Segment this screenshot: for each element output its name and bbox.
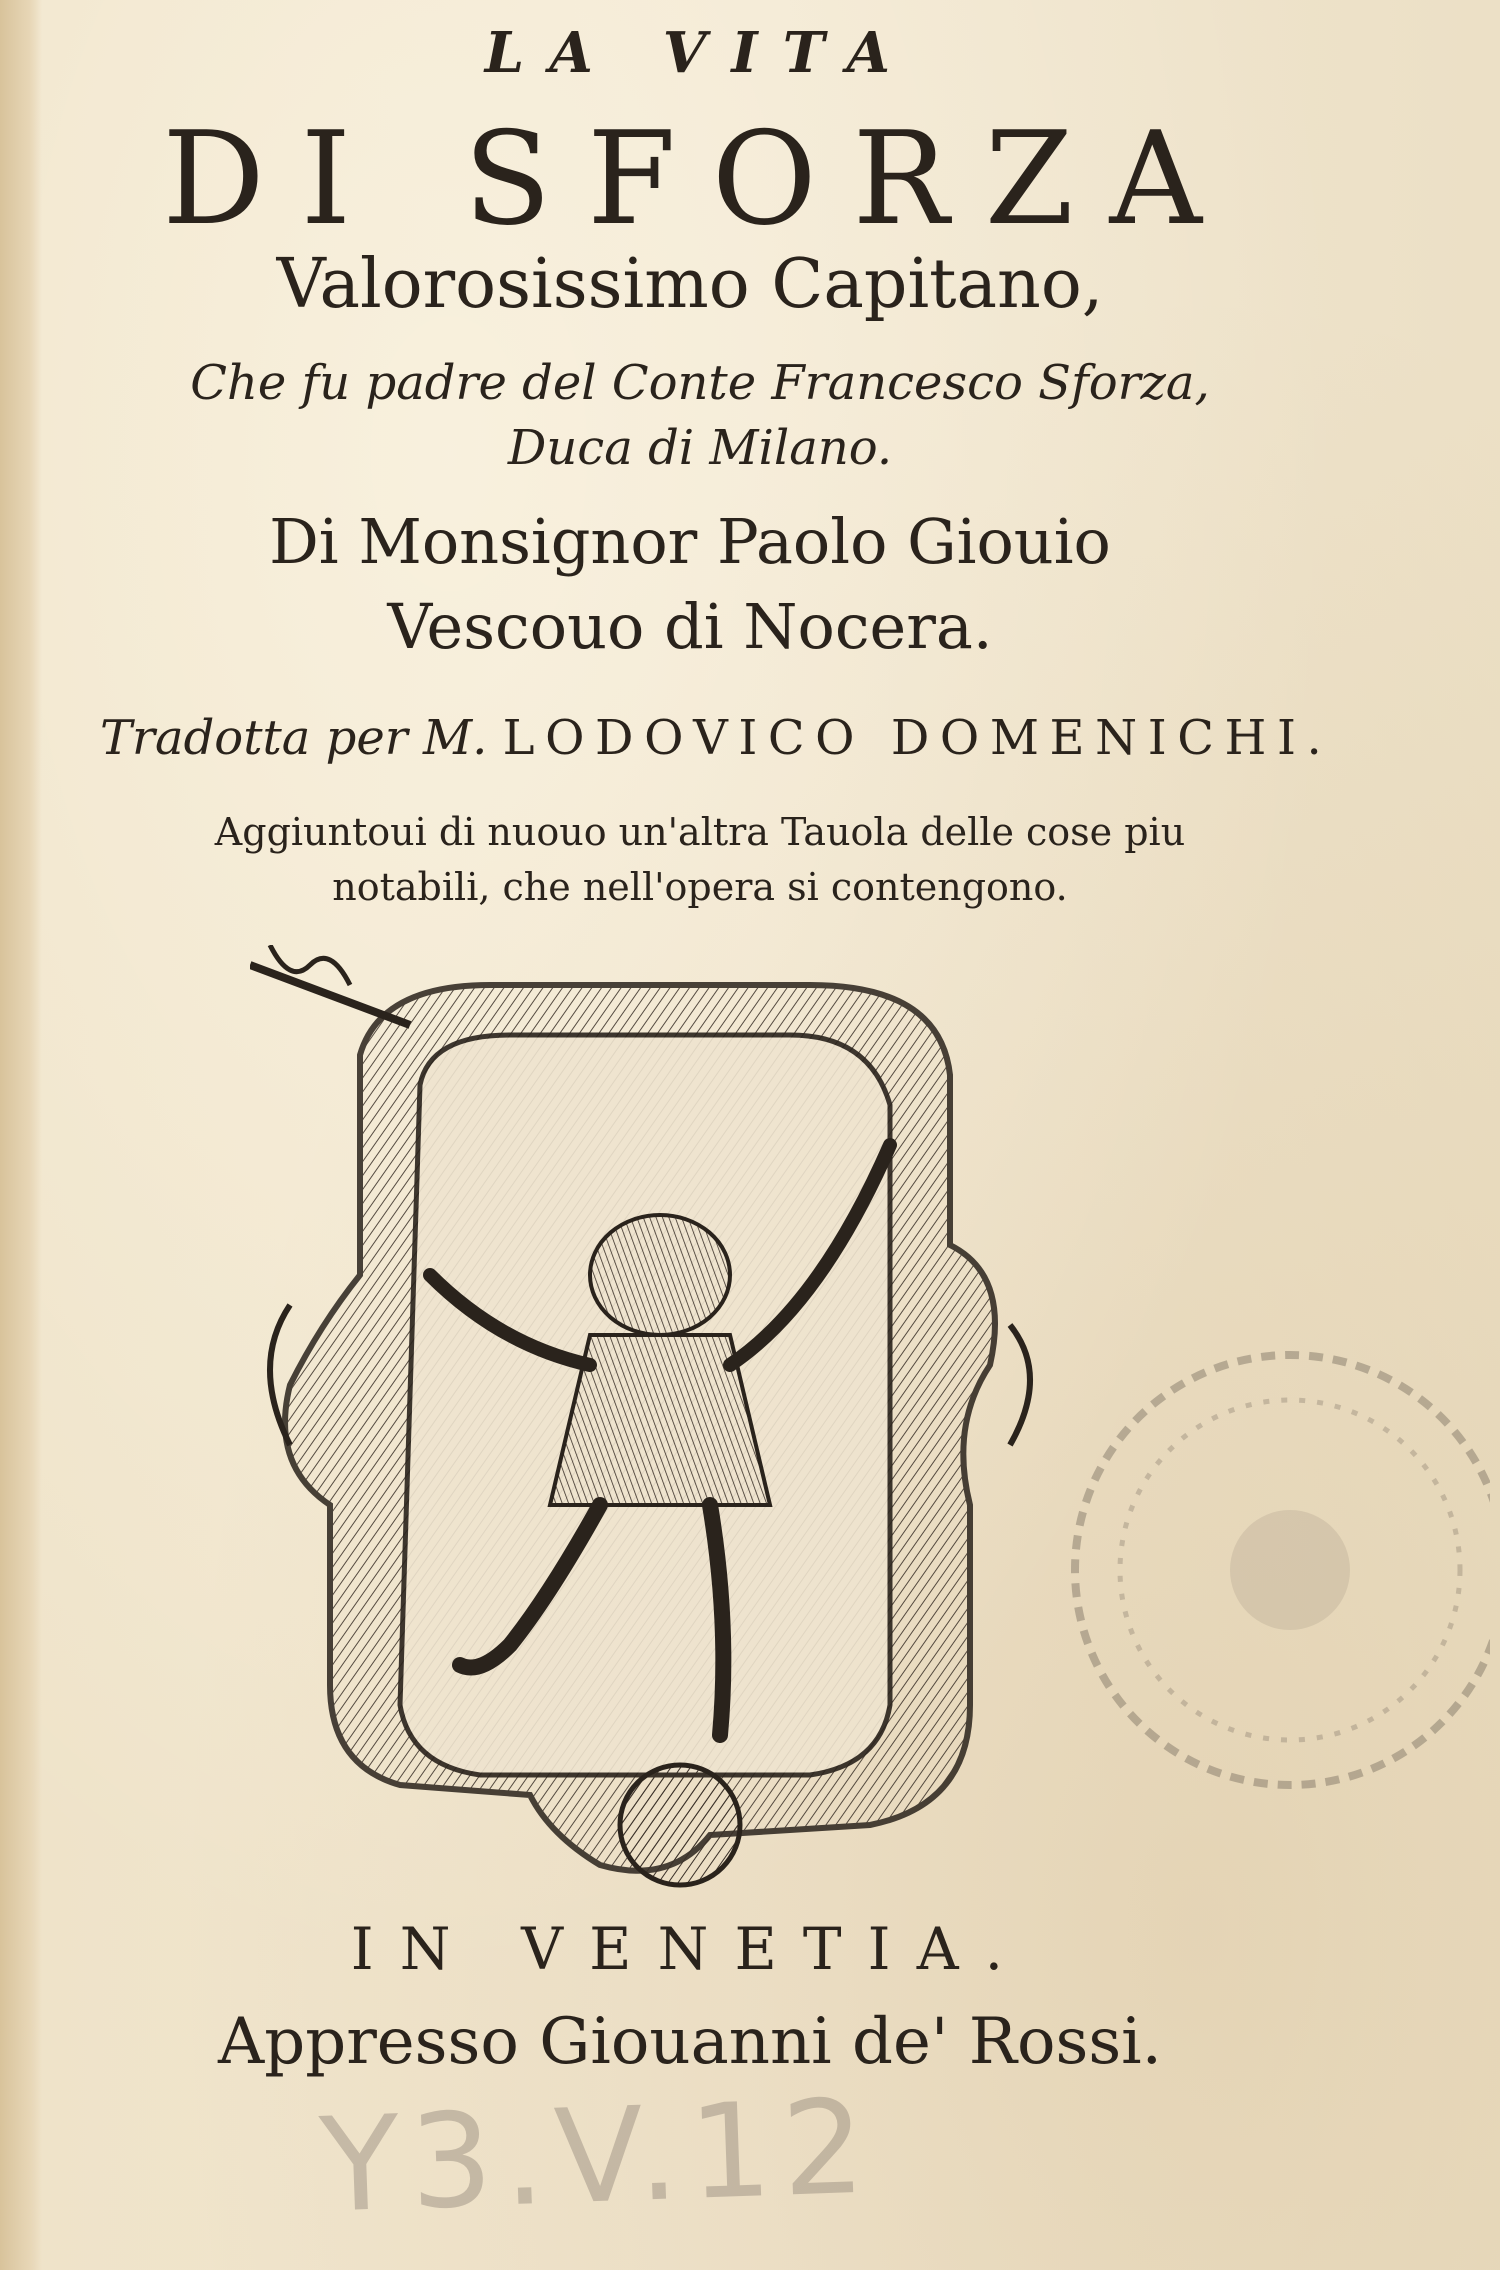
addition-line-2: notabili, che nell'opera si contengono. [332, 865, 1068, 909]
title-line-di-sforza: DI SFORZA [162, 105, 1238, 254]
subtitle-duca: Duca di Milano. [507, 420, 893, 476]
subtitle-padre: Che fu padre del Conte Francesco Sforza, [190, 355, 1210, 411]
imprint-printer: Appresso Giouanni de' Rossi. [218, 2005, 1162, 2079]
imprint-place: IN VENETIA. [350, 1915, 1030, 1983]
translator-line [100, 710, 1333, 766]
title-line-la-vita: LA VITA [484, 20, 916, 86]
addition-line-1: Aggiuntoui di nuouo un'altra Tauola delle cose piu [214, 810, 1186, 854]
author-line: Di Monsignor Paolo Giouio [269, 505, 1111, 578]
author-title-line: Vescouo di Nocera. [387, 590, 993, 663]
handwritten-shelfmark: Y3.V.12 [317, 2070, 878, 2242]
library-stamp [1050, 1310, 1490, 1830]
subtitle-capitano: Valorosissimo Capitano, [276, 245, 1104, 324]
translator-prefix: Tradotta per M. [100, 710, 488, 766]
translator-name: LODOVICO DOMENICHI. [502, 710, 1333, 766]
printer-device-woodcut [250, 945, 1070, 1895]
